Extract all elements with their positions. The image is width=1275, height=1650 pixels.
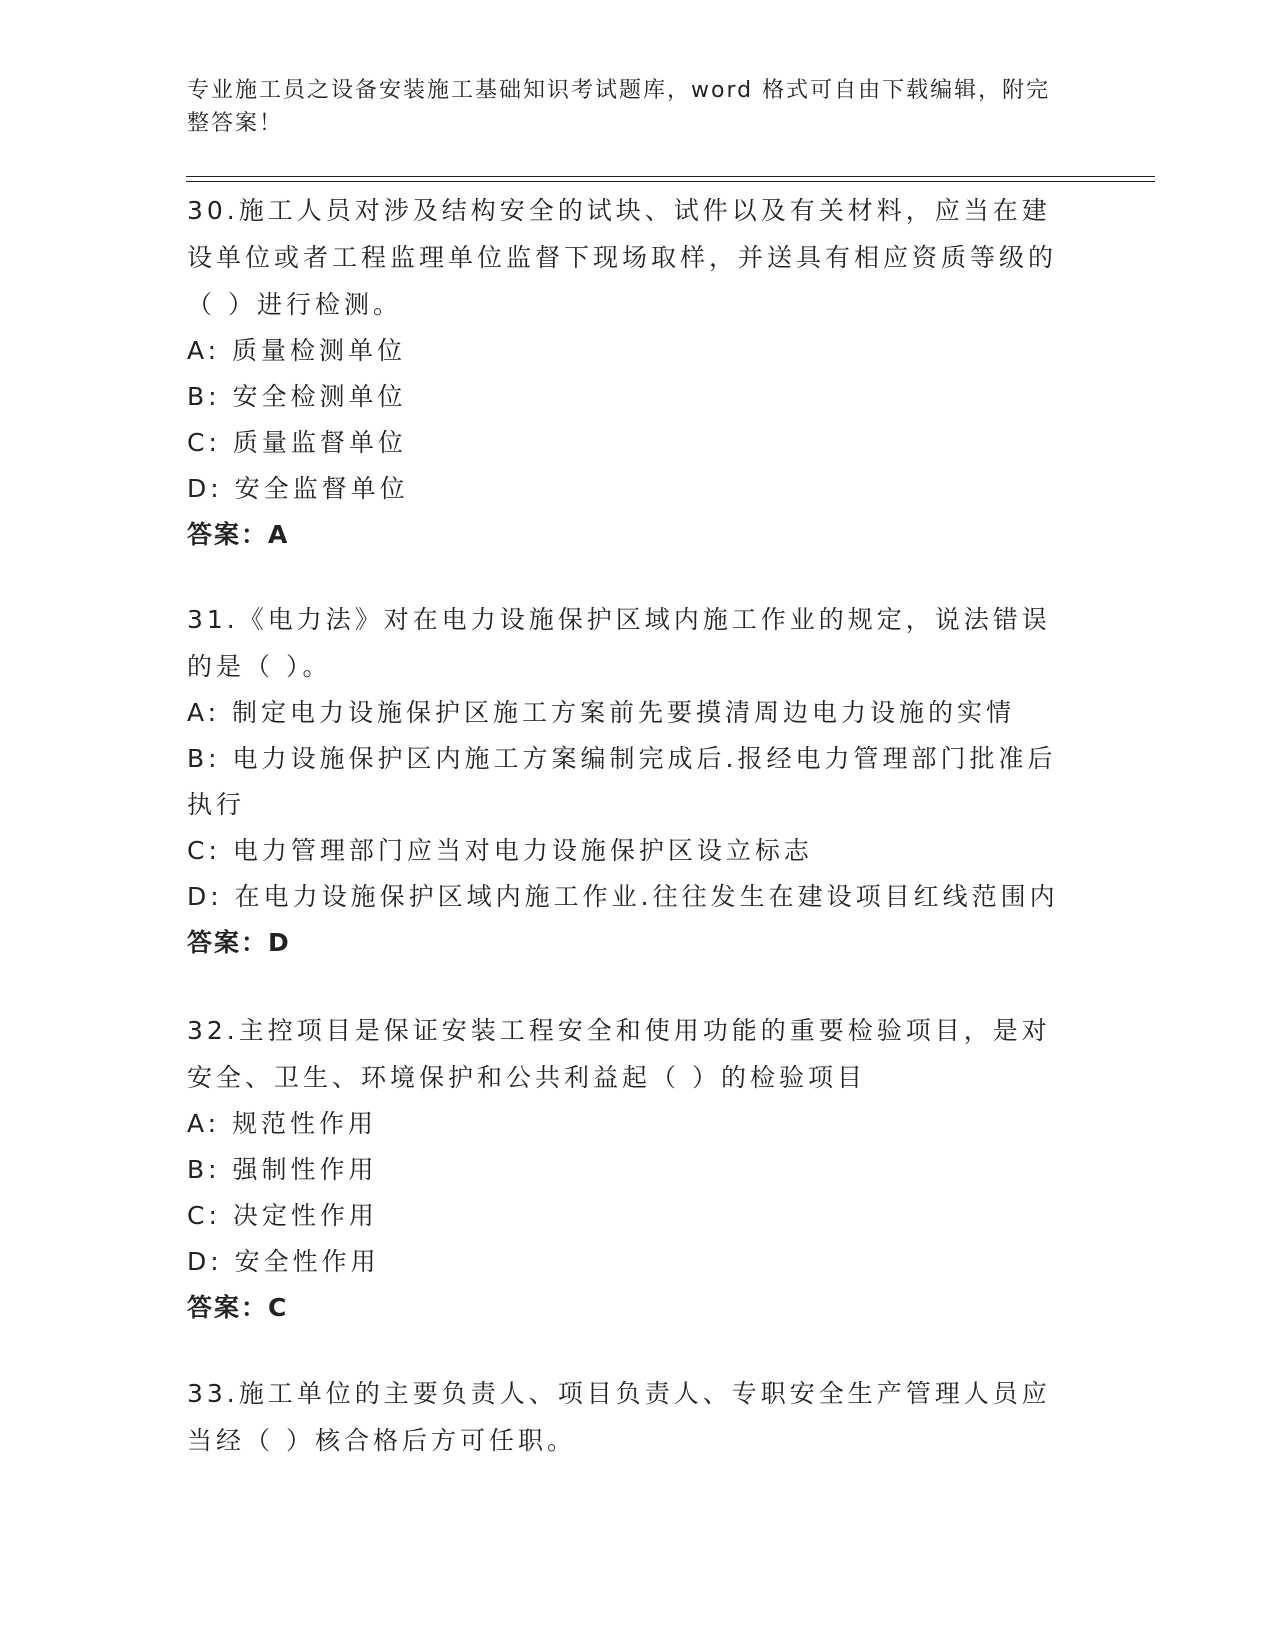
option-c: C: 质量监督单位 [187,428,407,457]
option-c: C: 电力管理部门应当对电力设施保护区设立标志 [187,836,813,865]
option-b: B: 强制性作用 [187,1155,378,1184]
option-d: D: 安全监督单位 [187,474,409,503]
document-header: 专业施工员之设备安装施工基础知识考试题库，word 格式可自由下载编辑，附完整答案！ [187,78,1051,136]
question-31 [187,596,1067,966]
option-b: B: 安全检测单位 [187,382,407,411]
header-divider-top [186,176,1155,177]
question-stem: 31.《电力法》对在电力设施保护区域内施工作业的规定，说法错误的是（ ）。 [187,605,1051,681]
option-a: A: 质量检测单位 [187,336,407,365]
answer-line: 答案：A [187,520,290,549]
option-d: D: 安全性作用 [187,1247,380,1276]
option-a: A: 规范性作用 [187,1109,378,1138]
header-divider-bottom [186,181,1155,182]
option-c: C: 决定性作用 [187,1201,378,1230]
option-b: B: 电力设施保护区内施工方案编制完成后.报经电力管理部门批准后执行 [187,744,1057,819]
option-a: A: 制定电力设施保护区施工方案前先要摸清周边电力设施的实情 [187,698,1016,727]
question-32 [187,1007,1067,1331]
answer-line: 答案：C [187,1293,289,1322]
option-d: D: 在电力设施保护区域内施工作业.往往发生在建设项目红线范围内 [187,882,1059,911]
option-list [187,690,1067,920]
option-list [187,328,1067,512]
question-stem: 32.主控项目是保证安装工程安全和使用功能的重要检验项目，是对安全、卫生、环境保护和公共利益起（ ）的检验项目 [187,1016,1051,1092]
question-stem: 33.施工单位的主要负责人、项目负责人、专职安全生产管理人员应当经（ ）核合格后方可任职。 [187,1379,1051,1455]
option-list [187,1101,1067,1285]
question-stem: 30.施工人员对涉及结构安全的试块、试件以及有关材料，应当在建设单位或者工程监理单位监督下现场取样，并送具有相应资质等级的（ ）进行检测。 [187,196,1058,319]
question-33 [187,1370,1067,1464]
answer-line: 答案：D [187,928,291,957]
question-30 [187,187,1067,558]
